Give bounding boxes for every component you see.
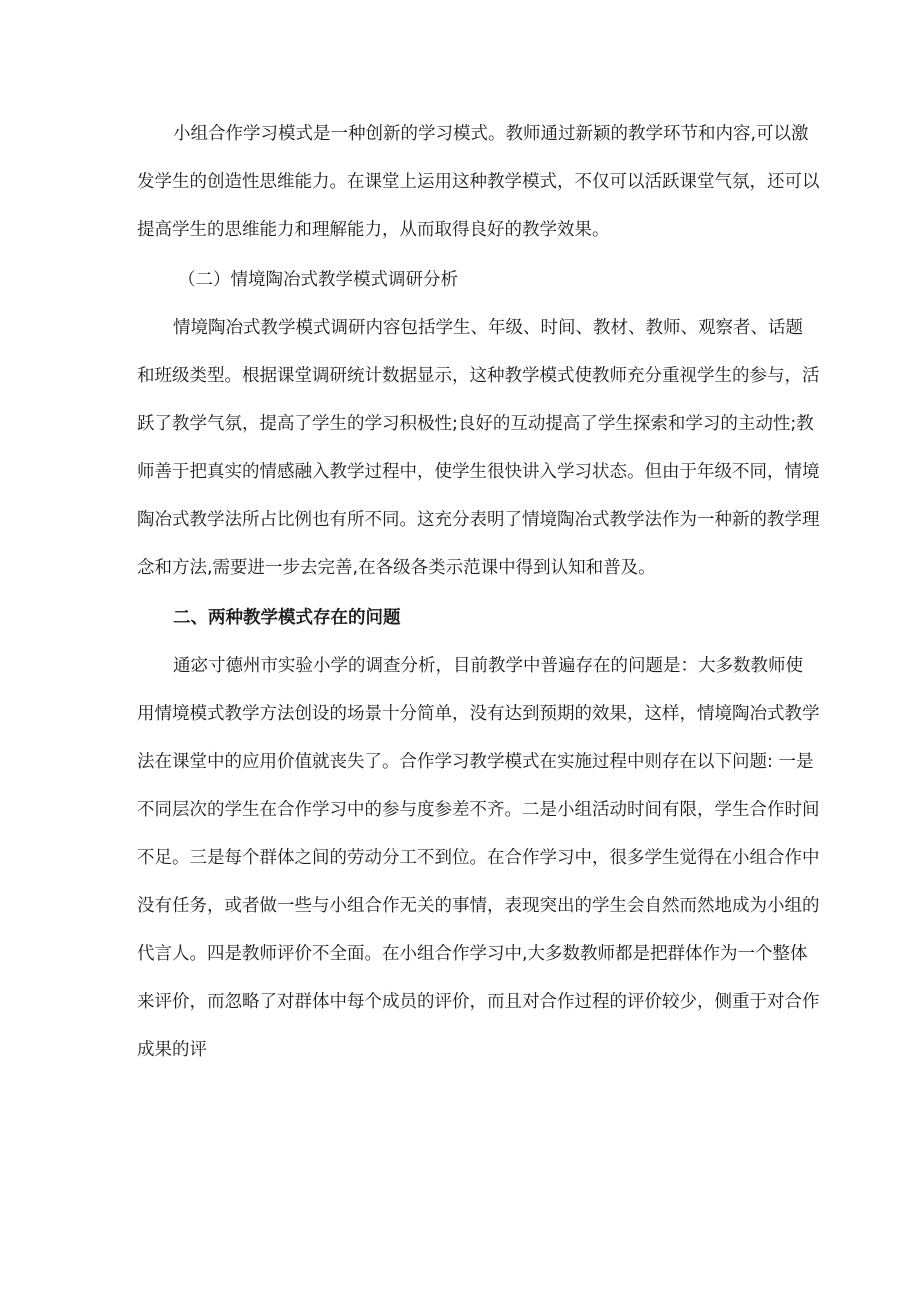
paragraph-line: 小组合作学习模式是一种创新的学习模式。教师通过新颖的教学环节和内容,可以激 <box>173 124 809 144</box>
paragraph-line: 念和方法,需要进一步去完善,在各级各类示范课中得到认知和普及。 <box>137 558 656 578</box>
paragraph-line: 没有任务，或者做一些与小组合作无关的事情，表现突出的学生会自然而然地成为小组的 <box>137 896 820 916</box>
subheading-situational-analysis: （二）情境陶冶式教学模式调研分析 <box>178 270 458 290</box>
paragraph-line: 不同层次的学生在合作学习中的参与度参差不齐。二是小组活动时间有限，学生合作时间 <box>137 800 820 820</box>
paragraph-line: 情境陶冶式教学模式调研内容包括学生、年级、时间、教材、教师、观察者、话题 <box>173 318 803 338</box>
paragraph-line: 师善于把真实的情感融入教学过程中，使学生很快讲入学习状态。但由于年级不同，情境 <box>137 462 820 482</box>
paragraph-line: 用情境模式教学方法创设的场景十分简单，没有达到预期的效果，这样，情境陶冶式教学 <box>137 704 820 724</box>
paragraph-line: 跃了教学气氛，提高了学生的学习积极性;良好的互动提高了学生探索和学习的主动性;教 <box>137 414 814 434</box>
paragraph-line: 发学生的创造性思维能力。在课堂上运用这种教学模式，不仅可以活跃课堂气氛，还可以 <box>137 172 820 192</box>
paragraph-line: 成果的评 <box>137 1040 207 1060</box>
paragraph-line: 通宓寸德州市实验小学的调查分析，目前教学中普遍存在的问题是：大多数教师使 <box>173 656 803 676</box>
paragraph-line: 代言人。四是教师评价不全面。在小组合作学习中,大多数教师都是把群体作为一个整体 <box>137 944 808 964</box>
paragraph-line: 陶冶式教学法所占比例也有所不同。这充分表明了情境陶冶式教学法作为一种新的教学理 <box>137 510 820 530</box>
paragraph-cooperative-learning <box>137 110 820 254</box>
paragraph-line: 法在课堂中的应用价值就丧失了。合作学习教学模式在实施过程中则存在以下问题: 一是 <box>137 752 814 772</box>
paragraph-line: 提高学生的思维能力和理解能力，从而取得良好的教学效果。 <box>137 220 610 240</box>
section-heading-problems: 二、两种教学模式存在的问题 <box>173 608 401 628</box>
paragraph-problems <box>137 642 820 1074</box>
paragraph-line: 和班级类型。根据课堂调研统计数据显示，这种教学模式使教师充分重视学生的参与，活 <box>137 366 820 386</box>
paragraph-line: 不足。三是每个群体之间的劳动分工不到位。在合作学习中，很多学生觉得在小组合作中 <box>137 848 820 868</box>
paragraph-situational-teaching <box>137 304 820 592</box>
paragraph-line: 来评价，而忽略了对群体中每个成员的评价，而且对合作过程的评价较少，侧重于对合作 <box>137 992 820 1012</box>
